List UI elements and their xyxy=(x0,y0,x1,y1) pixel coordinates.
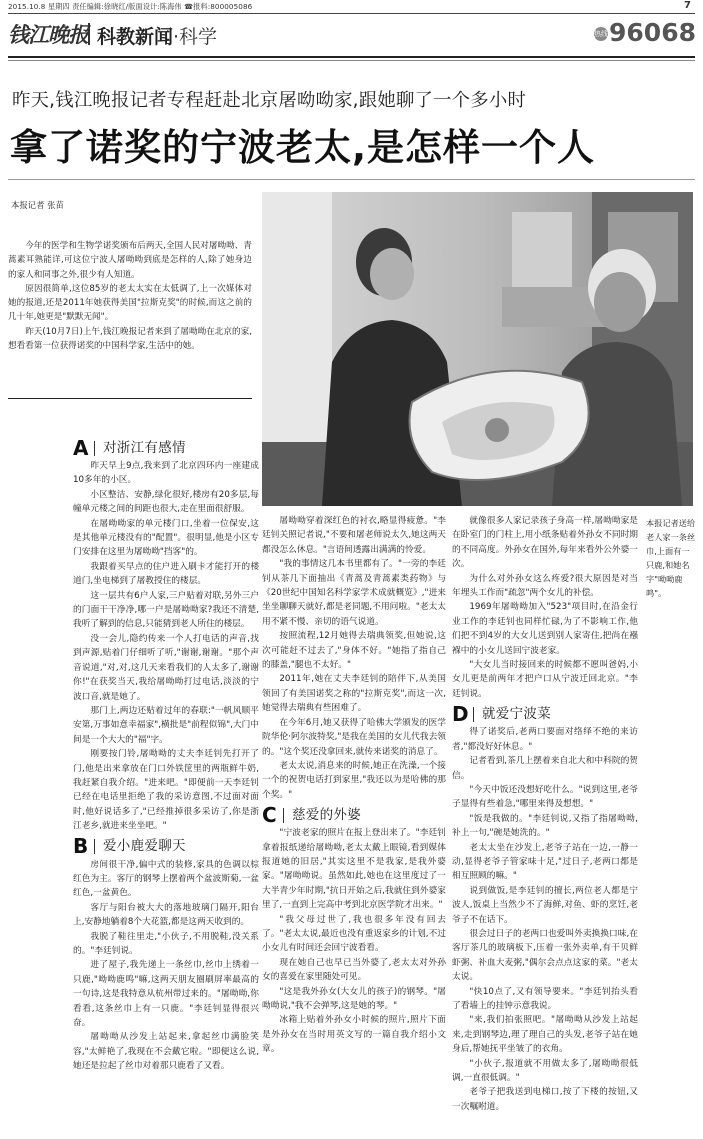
body-paragraph: 进了屋子,我先递上一条丝巾,丝巾上绣着一只鹿,"呦呦鹿鸣"嘛,这两天朋友圈刷屏率最高的一句诗,这是我特意从杭州带过来的。"屠呦呦,你看看,这条丝巾上有一只鹿。"李廷钊显得很兴奋。 xyxy=(73,960,259,1029)
body-paragraph: 按照流程,12月她得去瑞典领奖,但她说,这次可能赶不过去了,"身体不好。"她指了指自己的膝盖,"腿也不太好。" xyxy=(262,631,446,671)
body-paragraph: 现在她自己也早已当外婆了,老太太对外孙女的喜爱在家里随处可见。 xyxy=(262,957,446,983)
body-paragraph: 刚要按门铃,屠呦呦的丈夫李廷钊先打开了门,他是出来拿放在门口外铁筐里的两瓶鲜牛奶,我赶紧自我介绍。"进来吧。"即便前一天李廷钊已经在电话里拒绝了我的采访意图,不过面对面时,他好说话多了,"已经推掉很多采访了,你是浙江老乡,就进来坐坐吧。" xyxy=(73,749,259,832)
article-headline: 拿了诺奖的宁波老太,是怎样一个人 xyxy=(10,126,596,169)
body-paragraph: 冰箱上贴着外孙女小时候的照片,照片下面是外孙女在当时用英文写的一篇自我介绍小文章。 xyxy=(262,1015,446,1055)
newspaper-logo: 钱江晚报 xyxy=(8,22,88,47)
column-2 xyxy=(262,514,446,1057)
column-1 xyxy=(73,437,259,1074)
body-paragraph: 1969年屠呦呦加入"523"项目时,在沿金行业工作的李廷钊也同样忙碌,为了不影响工作,他们把不到4岁的大女儿送到别人家寄住,把尚在襁褓中的小女儿送回宁波老家。 xyxy=(452,602,638,656)
section-bar xyxy=(94,839,95,854)
hotline-tag: 热线 xyxy=(594,27,608,41)
lead-paragraph: 今年的医学和生物学诺奖颁布后两天,全国人民对屠呦呦、青蒿素耳熟能详,可这位宁波人屠呦呦到底是怎样的人,除了她身边的家人和同事之外,很少有人知道。 xyxy=(8,241,252,280)
section-letter: D xyxy=(452,702,469,727)
top-rule xyxy=(8,13,695,14)
body-paragraph: 在屠呦呦家的单元楼门口,坐着一位保安,这是其他单元楼没有的"配置"。很明显,他是小区专门安排在这里为屠呦呦"挡客"的。 xyxy=(73,518,259,558)
body-paragraph: 没一会儿,隐约传来一个人打电话的声音,找到声源,贴着门仔细听了听,"谢谢,谢谢。"那个声音说道,"对,对,这几天来看我们的人太多了,谢谢你!"在获奖当天,我给屠呦呦打过电话,淡淡的宁波口音,就是她了。 xyxy=(73,633,259,702)
body-paragraph: 房间很干净,偏中式的装修,家具的色调以棕红色为主。客厅的钢琴上摆着两个盆波斯菊,一盆红色,一盆黄色。 xyxy=(73,859,259,899)
body-paragraph: "快10点了,又有领导要来。"李廷钊抬头看了看墙上的挂钟示意我说。 xyxy=(452,986,638,1011)
page-number: 7 xyxy=(684,0,691,11)
section-b-heading xyxy=(73,836,259,858)
body-paragraph: 得了诺奖后,老两口要面对络绎不绝的来访者,"都没好好休息。" xyxy=(452,727,638,752)
body-paragraph: 我脱了鞋往里走,"小伙子,不用脱鞋,没关系的。"李廷钊说。 xyxy=(73,931,259,956)
body-paragraph: 老太太说,消息来的时候,她正在洗澡,一个接一个的祝贺电话打到家里,"我还以为是哈佛的那个奖。" xyxy=(262,760,446,800)
body-paragraph: 很会过日子的老两口也爱叫外卖换换口味,在客厅茶几的玻璃板下,压着一张外卖单,有干贝鲜虾粥、补血大麦粥,"偶尔会点点这家的菜。"老太太说。 xyxy=(452,928,638,983)
body-paragraph: 屠呦呦穿着深红色的衬衣,略显得疲惫。"李廷钊关照记者说,"不要和屠老师说太久,她这两天都没怎么休息。"言语间透露出满满的怜爱。 xyxy=(262,516,446,555)
body-paragraph: "我父母过世了,我也很多年没有回去了。"老太太说,最近也没有重返家乡的计划,不过小女儿有时间还会回宁波看看。 xyxy=(262,914,446,954)
headline-rule xyxy=(8,179,695,180)
byline: 本报记者 张苗 xyxy=(11,200,64,210)
section-d-heading xyxy=(452,703,638,725)
top-info-line xyxy=(0,0,703,14)
photo-illustration xyxy=(262,192,693,506)
masthead xyxy=(8,16,698,56)
article-photo xyxy=(262,192,693,506)
article-lead xyxy=(8,239,252,353)
section-title: 爱小鹿爱聊天 xyxy=(103,838,186,855)
lead-paragraph: 原因很简单,这位85岁的老太太实在太低调了,上一次媒体对她的报道,还是2011年她获得美国"拉斯克奖"的时候,而这之前的几十年,她更是"默默无闻"。 xyxy=(8,283,252,323)
body-paragraph: "宁波老家的照片在报上登出来了。"李廷钊拿着报纸递给屠呦呦,老太太戴上眼镜,看到媒体报道她的旧居,"其实这里不是我家,是我外婆家。"屠呦呦说。虽然如此,她也在这里度过了一大半青少年时期,"抗日开始之后,我就住到外婆家里了,一直到上完高中考到北京医学院才出来。" xyxy=(262,828,446,911)
section-title: 对浙江有感情 xyxy=(103,439,186,456)
lead-rule xyxy=(8,398,252,399)
section-name: 科教新闻 xyxy=(97,26,174,48)
issue-meta: 2015.10.8 星期四 责任编辑:徐晓红/版面设计:陈海伟 ☎报料:800005086 xyxy=(8,2,253,11)
body-paragraph: "这是我外孙女(大女儿的孩子)的钢琴。"屠呦呦说,"我不会弹琴,这是她的琴。" xyxy=(262,986,446,1011)
lead-paragraph: 昨天(10月7日)上午,钱江晚报记者来到了屠呦呦在北京的家,想看看第一位获得诺奖的中国科学家,生活中的她。 xyxy=(8,326,252,352)
photo-caption: 本报记者送给老人家一条丝巾,上面有一只鹿,和她名字"呦呦鹿鸣"。 xyxy=(646,518,696,598)
section-title: 慈爱的外婆 xyxy=(292,806,361,823)
body-paragraph: 这一层共有6户人家,三户贴着对联,另外三户的门面干干净净,哪一户是屠呦呦家?我还不清楚,我听了解到的信息,只能猜到老人所住的楼层。 xyxy=(73,590,259,630)
body-paragraph: 老太太坐在沙发上,老爷子站在一边,一静一动,显得老爷子管家味十足,"过日子,老两口都是相互照顾的嘛。" xyxy=(452,842,638,882)
article-subheadline: 昨天,钱江晚报记者专程赶赴北京屠呦呦家,跟她聊了一个多小时 xyxy=(12,90,527,111)
body-paragraph: 我跟着买早点的住户进入刷卡才能打开的楼道门,坐电梯到了屠教授住的楼层。 xyxy=(73,561,259,587)
section-c-heading xyxy=(262,804,446,826)
masthead-rule-thin xyxy=(8,60,695,61)
body-paragraph: 在今年6月,她又获得了哈佛大学颁发的医学院华伦·阿尔波特奖,"是我在美国的女儿代我去领的。"这个奖还没拿回来,就传来诺奖的消息了。 xyxy=(262,717,446,757)
hotline-number: 96068 xyxy=(609,18,696,47)
section-bar xyxy=(283,808,284,823)
body-paragraph: "来,我们拍张照吧。"屠呦呦从沙发上站起来,走到钢琴边,理了理自己的头发,老爷子站在她身后,帮她抚平坐皱了的衣角。 xyxy=(452,1015,638,1055)
masthead-divider xyxy=(88,23,90,45)
body-paragraph: "小伙子,报道就不用做太多了,屠呦呦很低调,一直很低调。" xyxy=(452,1058,638,1084)
body-paragraph: 就像很多人家记录孩子身高一样,屠呦呦家是在卧室门的门柱上,用小纸条贴着外孙女不同时期的不同高度。外孙女在国外,每年来看外公外婆一次。 xyxy=(452,516,638,570)
body-paragraph: 昨天早上9点,我来到了北京四环内一座建成10多年的小区。 xyxy=(73,461,259,486)
section-bar xyxy=(94,441,95,456)
section-letter: B xyxy=(73,834,89,859)
body-paragraph: 小区整洁、安静,绿化很好,楼房有20多层,每幢单元楼之间的间距也很大,走在里面很舒服。 xyxy=(73,489,259,515)
section-title: 就爱宁波菜 xyxy=(482,706,551,723)
masthead-rule xyxy=(8,56,695,58)
section-bar xyxy=(473,707,474,722)
body-paragraph: 那门上,两边还贴着过年的春联:"一帆风顺平安第,万事如意幸福家",横批是"前程似锦",大门中间是一个大大的"福"字。 xyxy=(73,705,259,745)
body-paragraph: 客厅与阳台被大大的落地玻璃门隔开,阳台上,安静地躺着8个大花篮,都是这两天收到的。 xyxy=(73,902,259,928)
section-letter: C xyxy=(262,802,277,827)
subsection-name: ·科学 xyxy=(173,26,218,48)
body-paragraph: "大女儿当时接回来的时候都不愿叫爸妈,小女儿更是前两年才把户口从宁波迁回北京。"李廷钊说。 xyxy=(452,660,638,699)
body-paragraph: 说到做饭,是李廷钊的擅长,两位老人都是宁波人,饭桌上当然少不了海鲜,对鱼、虾的烹饪,老爷子不在话下。 xyxy=(452,885,638,925)
section-title xyxy=(97,22,217,49)
section-a-heading xyxy=(73,437,259,459)
column-3 xyxy=(452,514,638,1114)
body-paragraph: "今天中饭还没想好吃什么。"说到这里,老爷子显得有些着急,"哪里来得及想想。" xyxy=(452,784,638,810)
body-paragraph: "我的事情这几本书里都有了。"一旁的李廷钊从茶几下面抽出《青蒿及青蒿素类药物》与《20世纪中国知名科学家学术成就概览》,"进来坐坐聊聊天就好,都是老同题,不用问啦。"老太太用不紧不慢、亲切的语气说道。 xyxy=(262,559,446,627)
body-paragraph: 2011年,她在丈夫李廷钊的陪伴下,从美国领回了有美国诺奖之称的"拉斯克奖",而这一次,她觉得去瑞典有些困难了。 xyxy=(262,674,446,714)
body-paragraph: 记者看到,茶几上摆着来自北大和中科院的贺信。 xyxy=(452,756,638,781)
hotline xyxy=(594,18,696,47)
body-paragraph: 老爷子把我送到电梯口,按了下楼的按钮,又一次嘱咐道。 xyxy=(452,1087,638,1112)
body-paragraph: 为什么对外孙女这么疼爱?很大原因是对当年埋头工作而"疏忽"两个女儿的补偿。 xyxy=(452,573,638,599)
body-paragraph: "饭是我做的。"李廷钊说,又指了指屠呦呦,补上一句,"碗是她洗的。" xyxy=(452,813,638,839)
section-letter: A xyxy=(73,435,89,460)
body-paragraph: 屠呦呦从沙发上站起来,拿起丝巾满脸笑容,"太鲜艳了,我现在不会戴它啦。"即便这么说,她还是拉起了丝巾对着那只鹿看了又看。 xyxy=(73,1032,259,1072)
